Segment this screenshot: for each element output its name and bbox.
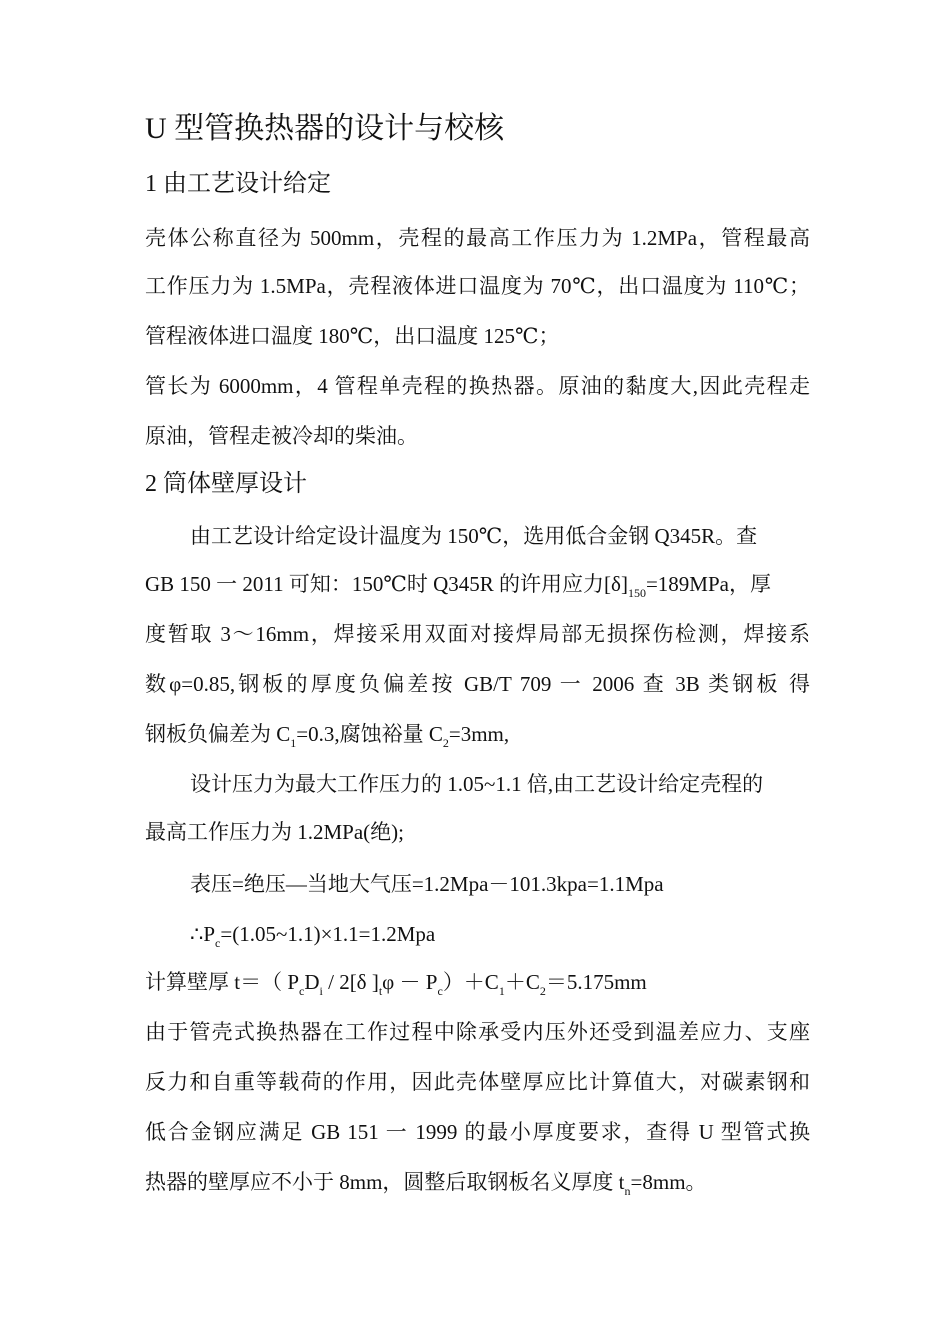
text: =3mm, bbox=[448, 722, 510, 746]
s2-p6-line-2: 反力和自重等载荷的作用，因此壳体壁厚应比计算值大，对碳素钢和 bbox=[145, 1070, 810, 1094]
gauge-pressure-line: 表压=绝压—当地大气压=1.2Mpa－101.3kpa=1.1Mpa bbox=[190, 872, 664, 896]
text: / 2[δ ] bbox=[322, 970, 379, 994]
s1-line-1: 壳体公称直径为 500mm，壳程的最高工作压力为 1.2MPa，管程最高 bbox=[145, 226, 810, 250]
subscript: 150 bbox=[627, 586, 646, 600]
text: φ － P bbox=[382, 970, 438, 994]
subscript: 1 bbox=[290, 736, 297, 750]
text: 计算壁厚 t＝（ P bbox=[145, 970, 300, 994]
text: ∴P bbox=[190, 922, 216, 946]
s1-line-2: 工作压力为 1.5MPa，壳程液体进口温度为 70℃，出口温度为 110℃； bbox=[145, 274, 810, 298]
s2-p6-line-3: 低合金钢应满足 GB 151 一 1999 的最小厚度要求，查得 U 型管式换 bbox=[145, 1120, 810, 1144]
s2-p1-line-3: 度暂取 3～16mm，焊接采用双面对接焊局部无损探伤检测，焊接系 bbox=[145, 622, 810, 646]
subscript: 2 bbox=[442, 736, 449, 750]
s1-line-4: 管长为 6000mm，4 管程单壳程的换热器。原油的黏度大,因此壳程走 bbox=[145, 374, 810, 398]
text: ）＋C bbox=[442, 970, 499, 994]
text: =189MPa，厚 bbox=[645, 572, 771, 596]
subscript: t bbox=[378, 984, 383, 998]
text: GB 150 一 2011 可知：150℃时 Q345R 的许用应力[δ] bbox=[145, 572, 628, 596]
subscript: 2 bbox=[539, 984, 546, 998]
text: =0.3,腐蚀裕量 C bbox=[296, 722, 443, 746]
subscript: n bbox=[624, 1184, 631, 1198]
text: D bbox=[304, 970, 320, 994]
s2-p2-line-1: 设计压力为最大工作压力的 1.05~1.1 倍,由工艺设计给定壳程的 bbox=[190, 772, 764, 796]
text: 钢板负偏差为 C bbox=[145, 722, 291, 746]
thickness-formula-line bbox=[145, 968, 810, 996]
subscript: i bbox=[319, 984, 323, 998]
subscript: 1 bbox=[498, 984, 505, 998]
section-1-heading: 1 由工艺设计给定 bbox=[145, 171, 331, 197]
text: ＋C bbox=[504, 970, 540, 994]
s1-line-5: 原油，管程走被冷却的柴油。 bbox=[145, 424, 418, 448]
s2-p6-line-1: 由于管壳式换热器在工作过程中除承受内压外还受到温差应力、支座 bbox=[145, 1020, 810, 1044]
s2-p1-line-4: 数φ=0.85,钢板的厚度负偏差按 GB/T 709 一 2006 查 3B 类钢板 得 bbox=[145, 672, 810, 696]
text: ＝5.175mm bbox=[545, 970, 647, 994]
s2-p1-line-5 bbox=[145, 720, 810, 748]
s2-p1-line-1: 由工艺设计给定设计温度为 150℃，选用低合金钢 Q345R。查 bbox=[190, 524, 758, 548]
s1-line-3: 管程液体进口温度 180℃，出口温度 125℃； bbox=[145, 324, 560, 348]
subscript: c bbox=[215, 936, 221, 950]
text: 热器的壁厚应不小于 8mm，圆整后取钢板名义厚度 t bbox=[145, 1170, 625, 1194]
s2-p2-line-2: 最高工作压力为 1.2MPa(绝); bbox=[145, 820, 404, 844]
subscript: c bbox=[437, 984, 443, 998]
design-pressure-line bbox=[190, 920, 810, 948]
doc-title: U 型管换热器的设计与校核 bbox=[145, 112, 505, 145]
section-2-heading: 2 筒体壁厚设计 bbox=[145, 471, 307, 497]
subscript: c bbox=[299, 984, 305, 998]
s2-p6-line-4 bbox=[145, 1168, 810, 1196]
s2-p1-line-2 bbox=[145, 570, 810, 598]
text: =8mm。 bbox=[630, 1170, 707, 1194]
text: =(1.05~1.1)×1.1=1.2Mpa bbox=[220, 922, 436, 946]
